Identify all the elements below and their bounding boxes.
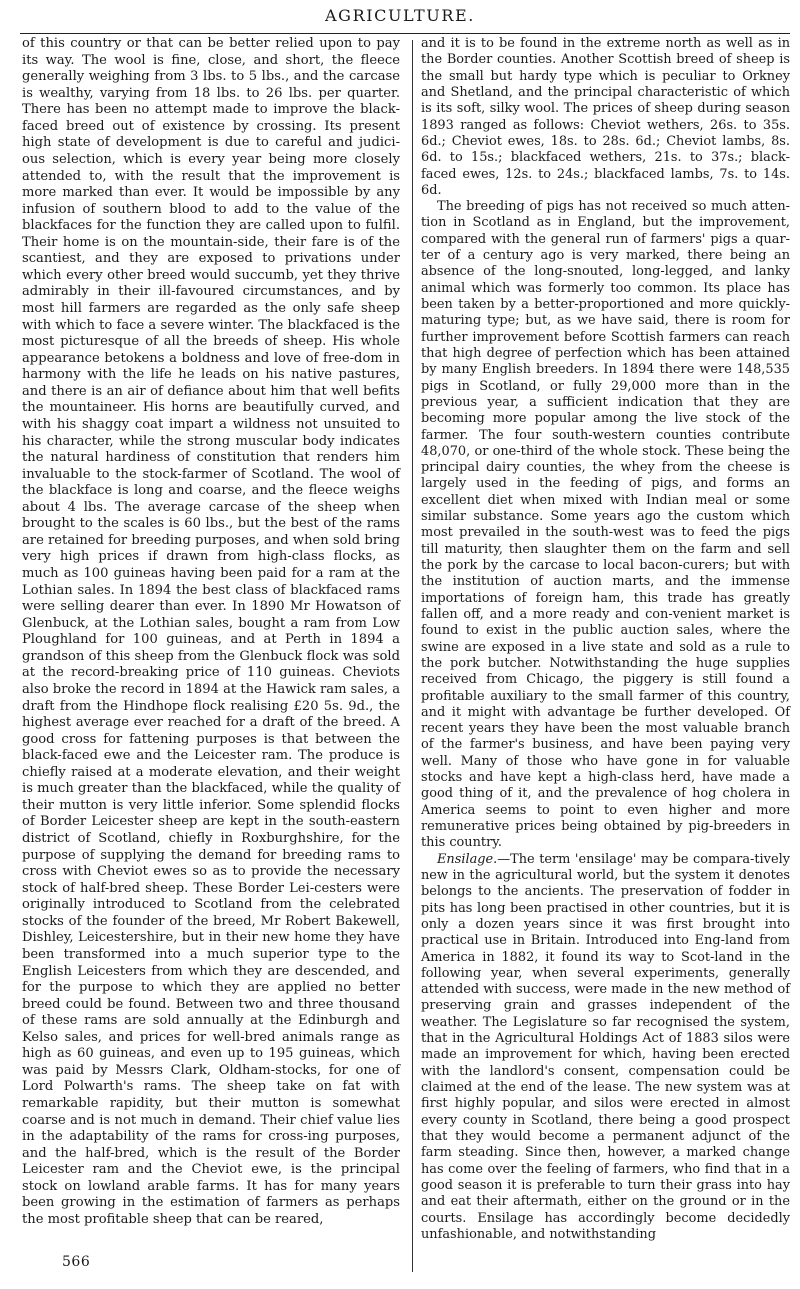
left-column <box>22 36 400 1229</box>
left-column-paragraph: of this country or that can be better relied upon to pay its way. The wool is fine, close, and short, the fleece generally weighing from 3 lbs. to 5 lbs., and the carcase is wealthy, varying from 18 lbs. to 26 lbs. per quarter. There has been no attempt made to improve the black-faced breed out of existence by crossing. Its present high state of development is due to careful and judici-ous selection, which is every year being more closely attended to, with the result that the improvement is more marked than ever. It would be impossible by any infusion of southern blood to add to the value of the blackfaces for the function they are called upon to fulfil. Their home is on the mountain-side, their fare is of the scantiest, and they are exposed to privations under which every other breed would succumb, yet they thrive admirably in their ill-favoured circumstances, and by most hill farmers are regarded as the only safe sheep with which to face a severe winter. The blackfaced is the most picturesque of all the breeds of sheep. His whole appearance betokens a boldness and love of free-dom in harmony with the life he leads on his native pastures, and there is an air of defiance about him that well befits the mountaineer. His horns are beautifully curved, and with his shaggy coat impart a wildness not unsuited to his character, while the strong muscular body indicates the natural hardiness of constitution that renders him invaluable to the stock-farmer of Scotland. The wool of the blackface is long and coarse, and the fleece weighs about 4 lbs. The average carcase of the sheep when brought to the scales is 60 lbs., but the best of the rams are retained for breeding purposes, and when sold bring very high prices if drawn from high-class flocks, as much as 100 guineas having been paid for a ram at the Lothian sales. In 1894 the best class of blackfaced rams were selling dearer than ever. In 1890 Mr Howatson of Glenbuck, at the Lothian sales, bought a ram from Low Ploughland for 100 guineas, and at Perth in 1894 a grandson of this sheep from the Glenbuck flock was sold at the record-breaking price of 110 guineas. Cheviots also broke the record in 1894 at the Hawick ram sales, a draft from the Hindhope flock realising £20 5s. 9d., the highest average ever reached for a draft of the breed. A good cross for fattening purposes is that between the black-faced ewe and the Leicester ram. The produce is chiefly raised at a moderate elevation, and their weight is much greater than the blackfaced, while the quality of their mutton is very little inferior. Some splendid flocks of Border Leicester sheep are kept in the south-eastern district of Scotland, chiefly in Roxburghshire, for the purpose of supplying the demand for breeding rams to cross with Cheviot ewes so as to provide the necessary stock of half-bred sheep. These Border Lei-cesters were originally introduced to Scotland from the celebrated stocks of the founder of the breed, Mr Robert Bakewell, Dishley, Leicestershire, but in their new home they have been transformed into a much superior type to the English Leicesters from which they are descended, and for the purpose to which they are applied no better breed could be found. Between two and three thousand of these rams are sold annually at the Edinburgh and Kelso sales, and prices for well-bred animals range as high as 60 guineas, and even up to 195 guineas, which was paid by Messrs Clark, Oldham-stocks, for one of Lord Polwarth's rams. The sheep take on fat with remarkable rapidity, but their mutton is somewhat coarse and is not much in demand. Their chief value lies in the adaptability of the rams for cross-ing purposes, and the half-bred, which is the result of the Border Leicester ram and the Cheviot ewe, is the principal stock on lowland arable farms. It has for many years been growing in the estimation of farmers as perhaps the most profitable sheep that can be reared, <box>22 36 400 1227</box>
ensilage-heading: Ensilage. <box>437 851 498 867</box>
column-divider <box>412 40 413 1272</box>
running-title: AGRICULTURE. <box>325 6 475 25</box>
sheep-prices-paragraph: and it is to be found in the extreme north as well as in the Border counties. Another Scottish breed of sheep is the small but hardy type which is peculiar to Orkney and Shetland, and the principal characteristic of which is its soft, silky wool. The prices of sheep during season 1893 ranged as follows: Cheviot wethers, 26s. to 35s. 6d.; Cheviot ewes, 18s. to 28s. 6d.; Cheviot lambs, 8s. 6d. to 15s.; blackfaced wethers, 21s. to 37s.; black-faced ewes, 12s. to 24s.; blackfaced lambs, 7s. to 14s. 6d. <box>421 36 790 198</box>
ensilage-text: —The term 'ensilage' may be compara-tively new in the agricultural world, but the system it denotes belongs to the ancients. The preservation of fodder in pits has long been practised in other countries, but it is only a dozen years since it was first brought into practical use in Britain. Introduced into Eng-land from America in 1882, it found its way to Scot-land in the following year, when several experiments, generally attended with success, were made in the new method of preserving grain and grasses independent of the weather. The Legislature so far recognised the system, that in the Agricultural Holdings Act of 1883 silos were made an improvement for which, having been erected with the landlord's consent, compensation could be claimed at the end of the lease. The new system was at first highly popular, and silos were erected in almost every county in Scotland, there being a good prospect that they would become a permanent adjunct of the farm steading. Since then, however, a marked change has come over the feeling of farmers, who find that in a good season it is preferable to turn their grass into hay and eat their aftermath, either on the ground or in the courts. Ensilage has accordingly become decidedly unfashionable, and notwithstanding <box>421 851 790 1242</box>
ensilage-paragraph <box>421 852 790 1244</box>
right-column <box>421 36 790 1243</box>
header-rule <box>20 33 790 34</box>
page-number: 566 <box>62 1254 91 1270</box>
pig-breeding-paragraph: The breeding of pigs has not received so much atten-tion in Scotland as in England, but the improvement, compared with the general run of farmers' pigs a quar-ter of a century ago is very marked, there being an absence of the long-snouted, long-legged, and lanky animal which was formerly too common. Its place has been taken by a better-proportioned and more quickly-maturing type; but, as we have said, there is room for further improvement before Scottish farmers can reach that high degree of perfection which has been attained by many English breeders. In 1894 there were 148,535 pigs in Scotland, or fully 29,000 more than in the previous year, a sufficient indication that they are becoming more popular among the live stock of the farmer. The four south-western counties contribute 48,070, or one-third of the whole stock. These being the principal dairy counties, the whey from the cheese is largely used in the feeding of pigs, and forms an excellent diet when mixed with Indian meal or some similar substance. Some years ago the custom which most prevailed in the south-west was to feed the pigs till maturity, then slaughter them on the farm and sell the pork by the carcase to local bacon-curers; but with the institution of auction marts, and the immense importations of foreign ham, this trade has greatly fallen off, and a more ready and con-venient market is found to exist in the public auction sales, where the swine are exposed in a live state and sold as a rule to the pork butcher. Notwithstanding the huge supplies received from Chicago, the piggery is still found a profitable auxiliary to the small farmer of this country, and it might with advantage be further developed. Of recent years they have been the most valuable branch of the farmer's business, and have been paying very well. Many of those who have gone in for valuable stocks and have kept a high-class herd, have made a good thing of it, and the prevalence of hog cholera in America seems to point to even higher and more remunerative prices being obtained by pig-breeders in this country. <box>421 199 790 851</box>
